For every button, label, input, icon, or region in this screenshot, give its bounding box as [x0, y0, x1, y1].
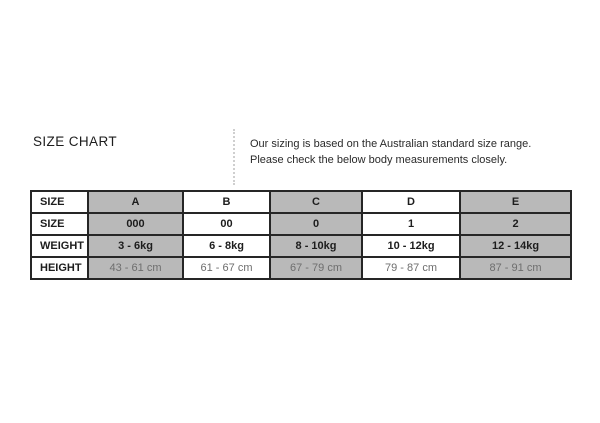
- table-cell: 79 - 87 cm: [362, 257, 460, 279]
- row-label: SIZE: [31, 191, 88, 213]
- intro-text-line-1: Our sizing is based on the Australian standard size range.: [250, 138, 532, 150]
- table-cell: 10 - 12kg: [362, 235, 460, 257]
- table-cell: 2: [460, 213, 571, 235]
- table-cell: 1: [362, 213, 460, 235]
- table-cell: C: [270, 191, 362, 213]
- table-cell: 00: [183, 213, 270, 235]
- table-cell: 87 - 91 cm: [460, 257, 571, 279]
- table-cell: 67 - 79 cm: [270, 257, 362, 279]
- size-chart-table: [30, 190, 572, 280]
- table-row-size-letter: [31, 191, 571, 213]
- row-label: WEIGHT: [31, 235, 88, 257]
- row-label: SIZE: [31, 213, 88, 235]
- page-title: SIZE CHART: [33, 134, 118, 149]
- table-cell: 8 - 10kg: [270, 235, 362, 257]
- table-cell: 000: [88, 213, 183, 235]
- table-cell: 0: [270, 213, 362, 235]
- intro-text: [250, 136, 580, 168]
- table-cell: 43 - 61 cm: [88, 257, 183, 279]
- table-cell: E: [460, 191, 571, 213]
- table-cell: 61 - 67 cm: [183, 257, 270, 279]
- table-cell: 12 - 14kg: [460, 235, 571, 257]
- intro-text-line-2: Please check the below body measurements closely.: [250, 154, 508, 166]
- table-cell: D: [362, 191, 460, 213]
- table-row-size-number: [31, 213, 571, 235]
- table-cell: A: [88, 191, 183, 213]
- table-cell: 6 - 8kg: [183, 235, 270, 257]
- dotted-divider: [233, 129, 235, 185]
- table-cell: B: [183, 191, 270, 213]
- table-row-height: [31, 257, 571, 279]
- row-label: HEIGHT: [31, 257, 88, 279]
- table-cell: 3 - 6kg: [88, 235, 183, 257]
- table-row-weight: [31, 235, 571, 257]
